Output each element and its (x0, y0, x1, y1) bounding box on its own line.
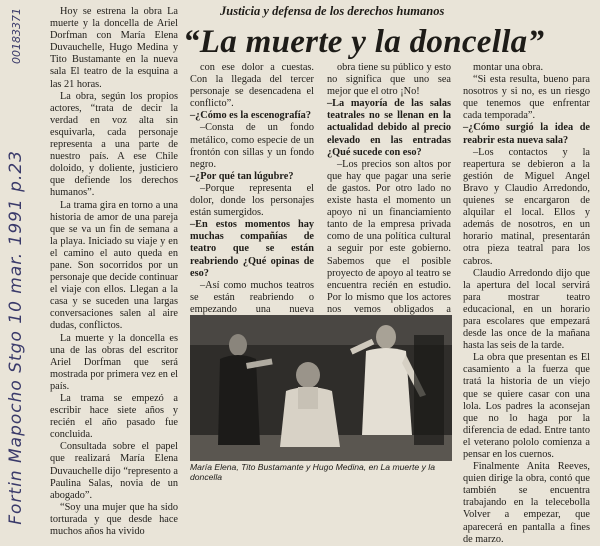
article-paragraph: obra tiene su público y esto no significa que uno sea mejor que el otro ¡No! (327, 62, 451, 98)
article-column-2 (190, 62, 314, 315)
interview-question: –¿Cómo es la escenografía? (190, 110, 311, 122)
stage-photo (190, 315, 452, 461)
article-paragraph: Finalmente Anita Reeves, quien dirige la obra, contó que también se encuentra trabajando en la telecebolla Volver a empezar, que aparecerá en pantalla a fines de marzo. (463, 461, 590, 545)
article-paragraph: “Si esta resulta, bueno para nosotros y si no, es un riesgo que tenemos que enfrentar cada temporada”. (463, 74, 590, 122)
article-column-4 (463, 62, 590, 545)
interview-question: –La mayoría de las salas teatrales no se llenan en la actualidad debido al precio elevado en las entradas ¿Qué sucede con eso? (327, 98, 451, 158)
photo-caption: María Elena, Tito Bustamante y Hugo Medina, en La muerte y la doncella (190, 462, 435, 482)
interview-question: –¿Por qué tan lúgubre? (190, 170, 294, 182)
handwritten-source-note: Fortin Mapocho Stgo 10 mar. 1991 p.23 (6, 150, 26, 525)
article-paragraph: –Así como muchos teatros se están reabriendo o empezando una nueva (190, 279, 314, 315)
article-paragraph: La obra que presentan es El casamiento a la fuerza que tratá la historia de un viejo que se quiere casar con una lola. Los padres la aconsejan que no lo haga por la diferencia de edad. Entre tanto el veterano pololo comienza a pensar en los cuernos. (463, 352, 590, 460)
article-paragraph: –Consta de un fondo metálico, como especie de un frontón con sillas y un fondo negro. (190, 122, 314, 170)
interview-question: –En estos momentos hay muchas compañías de teatro que se están reabriendo ¿Qué opinas de eso? (190, 219, 314, 279)
stage-photo-image (190, 315, 452, 461)
article-headline: “La muerte y la doncella” (183, 24, 545, 60)
article-paragraph: montar una obra. (473, 62, 544, 73)
interview-question: –¿Cómo surgió la idea de reabrir esta nueva sala? (463, 122, 590, 146)
article-paragraph: La trama se empezó a escribir hace siete años y recién el año pasado fue concluida. (50, 393, 178, 441)
article-paragraph: La trama gira en torno a una historia de amor de una pareja que se va un fin de semana a la playa. Iniciado su viaje y en el camino el auto queda en pane. Son socorridos por un personaje que decide continuar el viaje con ellos. Llegan a la casa y se suceden una largas conversaciones salen al aire dudas, conflictos. (50, 199, 178, 332)
article-paragraph: Hoy se estrena la obra La muerte y la doncella de Ariel Dorfman con María Elena Duvauchelle, Hugo Medina y Tito Bustamante en la nueva sala El teatro de la esquina a las 21 horas. (50, 6, 178, 90)
article-paragraph: Claudio Arredondo dijo que la apertura del local servirá para mostrar teatro educacional, en un horario para escolares que empezará desde las once de la mañana hasta las seis de la tarde. (463, 267, 590, 352)
article-paragraph: La obra, según los propios actores, “trata de decir la verdad en voz alta sin esquivarla, cada personaje representa a una parte de nuestro país. A ese Chile doloido, y doliente, justiciero que defiende los derechos humanos”. (50, 90, 178, 199)
article-paragraph: –Porque representa el dolor, donde los personajes están sumergidos. (190, 182, 314, 219)
article-kicker: Justicia y defensa de los derechos humanos (220, 4, 445, 18)
article-paragraph: –Los precios son altos por que hay que pagar una serie de gastos. Por otro lado no existe hasta el momento un apoyo ni un financiamiento tanto de la empresa privada como de una política cultural a seguir por este gobierno. Sabemos que el posible proyecto de apoyo al teatro se encuentra recién en estudio. Por lo mismo que los actores nos vemos obligados a (327, 158, 451, 315)
article-paragraph: “Soy una mujer que ha sido torturada y que desde hace muchos años ha vivido (50, 501, 178, 538)
archive-id-note: 00183371 (10, 8, 23, 64)
article-column-1 (50, 6, 178, 538)
article-paragraph: La muerte y la doncella es una de las obras del escritor Ariel Dorfman que será mostrada por primera vez en el país. (50, 332, 178, 392)
article-paragraph: –Los contactos y la reapertura se debieron a la gestión de Miguel Angel Bravo y Claudio Arredondo, quienes se encargaron de alquilar el local. Ellos y además de nosotros, en un horario matinal, presentarán otra pieza teatral para los cabros. (463, 146, 590, 267)
article-paragraph: con ese dolor a cuestas. Con la llegada del tercer personaje se desencadena el conflicto”. (190, 62, 314, 110)
article-column-3 (327, 62, 451, 315)
article-paragraph: Consultada sobre el papel que realizará María Elena Duvauchelle dijo “represento a Paulina Salas, novia de un abogado”. (50, 441, 178, 501)
